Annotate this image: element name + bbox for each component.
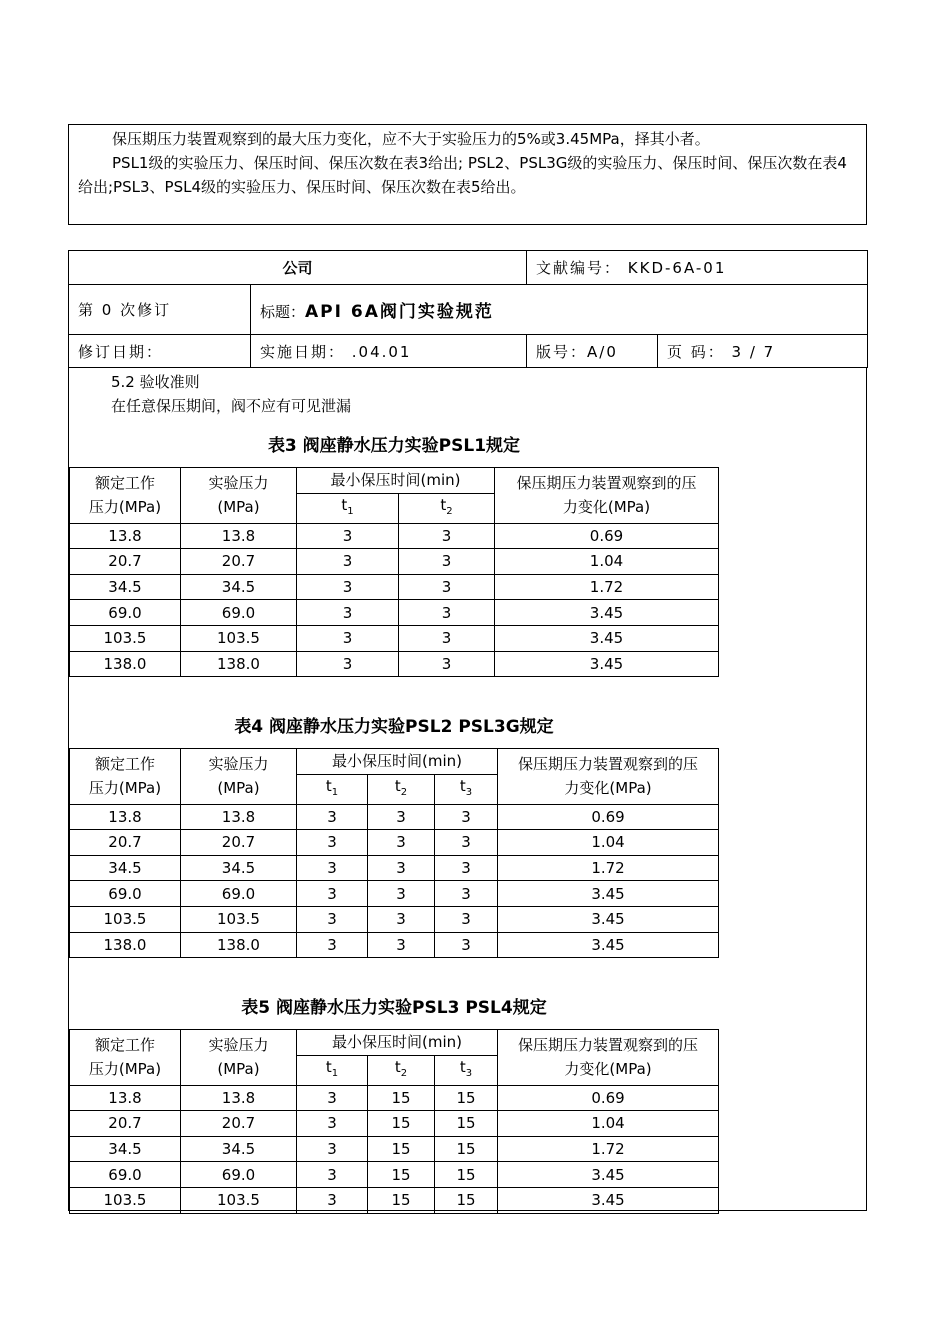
- table-cell: 15: [368, 1187, 435, 1213]
- table-cell: 3.45: [498, 906, 719, 932]
- document-number: 文献编号： KKD-6A-01: [527, 251, 868, 285]
- table-cell: 103.5: [181, 1187, 297, 1213]
- col-t2: $t_2$: [399, 493, 495, 523]
- table-cell: 3: [399, 625, 495, 651]
- table-row: [70, 804, 719, 830]
- table-cell: 15: [435, 1136, 498, 1162]
- table-row: [70, 881, 719, 907]
- table-cell: 0.69: [498, 804, 719, 830]
- table-cell: 3: [435, 804, 498, 830]
- table-row: [70, 625, 719, 651]
- section-text: 在任意保压期间，阀不应有可见泄漏: [111, 397, 352, 415]
- document-header: [68, 250, 868, 368]
- table-row: [70, 906, 719, 932]
- table-cell: 1.04: [498, 1111, 719, 1137]
- table-cell: 15: [435, 1085, 498, 1111]
- table-cell: 3: [435, 906, 498, 932]
- revision-date: 修订日期：: [69, 335, 251, 368]
- table-cell: 13.8: [70, 804, 181, 830]
- table-cell: 20.7: [70, 549, 181, 575]
- table-row: [70, 523, 719, 549]
- table-cell: 3: [399, 600, 495, 626]
- revision-number: 第 0 次修订: [69, 285, 251, 335]
- table-row: [70, 1085, 719, 1111]
- table-cell: 3.45: [498, 881, 719, 907]
- table-cell: 138.0: [70, 651, 181, 677]
- col-rated-pressure: 额定工作 压力(MPa): [70, 1030, 181, 1086]
- table-cell: 3: [297, 625, 399, 651]
- table-cell: 138.0: [70, 932, 181, 958]
- title-label: 标题：: [260, 303, 306, 321]
- table-cell: 34.5: [70, 574, 181, 600]
- table-cell: 3: [297, 1187, 368, 1213]
- version-number: 版号：A/0: [527, 335, 658, 368]
- table-cell: 69.0: [70, 881, 181, 907]
- table-cell: 69.0: [181, 600, 297, 626]
- table-cell: 3: [435, 932, 498, 958]
- table-cell: 3: [368, 906, 435, 932]
- table-cell: 15: [368, 1085, 435, 1111]
- table-cell: 3: [368, 932, 435, 958]
- table-3-caption: 表3 阀座静水压力实验PSL1规定: [267, 436, 521, 456]
- col-t2: $t_2$: [368, 774, 435, 804]
- table-cell: 1.04: [498, 830, 719, 856]
- table-cell: 13.8: [70, 523, 181, 549]
- table-cell: 138.0: [181, 932, 297, 958]
- table-row: [70, 600, 719, 626]
- col-rated-pressure: 额定工作 压力(MPa): [70, 468, 181, 524]
- table-cell: 13.8: [181, 523, 297, 549]
- table-cell: 3: [435, 881, 498, 907]
- table-row: [70, 830, 719, 856]
- title-text: API 6A阀门实验规范: [305, 302, 494, 322]
- table-cell: 1.72: [498, 855, 719, 881]
- col-rated-pressure: 额定工作 压力(MPa): [70, 749, 181, 805]
- table-cell: 3: [399, 523, 495, 549]
- table-cell: 15: [435, 1111, 498, 1137]
- table-cell: 3: [368, 855, 435, 881]
- table-cell: 20.7: [181, 830, 297, 856]
- table-row: [70, 574, 719, 600]
- table-3: [69, 467, 719, 677]
- table-cell: 1.72: [495, 574, 719, 600]
- table-cell: 3: [297, 804, 368, 830]
- table-cell: 34.5: [181, 855, 297, 881]
- table-row: [70, 651, 719, 677]
- table-cell: 103.5: [70, 1187, 181, 1213]
- table-cell: 1.72: [498, 1136, 719, 1162]
- table-cell: 3.45: [498, 932, 719, 958]
- col-pressure-change: 保压期压力装置观察到的压 力变化(MPa): [498, 749, 719, 805]
- company-name: 公司: [69, 251, 527, 285]
- table-row: [70, 1136, 719, 1162]
- table-cell: 15: [368, 1136, 435, 1162]
- table-cell: 34.5: [70, 855, 181, 881]
- col-test-pressure: 实验压力 (MPa): [181, 749, 297, 805]
- table-4: [69, 748, 719, 958]
- table-cell: 3.45: [495, 600, 719, 626]
- table-5: [69, 1029, 719, 1214]
- table-cell: 3: [368, 881, 435, 907]
- table-cell: 3: [368, 804, 435, 830]
- table-cell: 103.5: [181, 625, 297, 651]
- table-cell: 0.69: [495, 523, 719, 549]
- col-min-hold-time: 最小保压时间(min): [297, 749, 498, 775]
- table-cell: 34.5: [70, 1136, 181, 1162]
- table-cell: 3: [297, 1085, 368, 1111]
- table-cell: 3: [297, 1162, 368, 1188]
- col-t3: $t_3$: [435, 774, 498, 804]
- table-cell: 20.7: [70, 830, 181, 856]
- table-row: [70, 1187, 719, 1213]
- table-cell: 20.7: [70, 1111, 181, 1137]
- col-min-hold-time: 最小保压时间(min): [297, 468, 495, 494]
- table-cell: 3.45: [498, 1162, 719, 1188]
- table-cell: 13.8: [181, 1085, 297, 1111]
- table-cell: 34.5: [181, 1136, 297, 1162]
- table-4-caption: 表4 阀座静水压力实验PSL2 PSL3G规定: [234, 717, 554, 737]
- table-cell: 103.5: [70, 906, 181, 932]
- table-row: [70, 855, 719, 881]
- table-cell: 3: [297, 906, 368, 932]
- table-cell: 3.45: [495, 625, 719, 651]
- table-cell: 20.7: [181, 549, 297, 575]
- table-row: [70, 1162, 719, 1188]
- table-cell: 3: [399, 549, 495, 575]
- table-cell: 69.0: [70, 1162, 181, 1188]
- section-heading: 5.2 验收准则: [111, 373, 200, 391]
- table-cell: 15: [435, 1162, 498, 1188]
- table-cell: 3: [399, 574, 495, 600]
- table-cell: 138.0: [181, 651, 297, 677]
- table-row: [70, 932, 719, 958]
- table-cell: 15: [435, 1187, 498, 1213]
- col-t1: $t_1$: [297, 493, 399, 523]
- page-number: 页 码： 3 / 7: [658, 335, 868, 368]
- table-cell: 20.7: [181, 1111, 297, 1137]
- document-body: [68, 368, 867, 1211]
- table-cell: 69.0: [181, 1162, 297, 1188]
- table-cell: 3: [435, 830, 498, 856]
- table-cell: 3: [435, 855, 498, 881]
- col-t1: $t_1$: [297, 774, 368, 804]
- table-cell: 3: [368, 830, 435, 856]
- col-pressure-change: 保压期压力装置观察到的压 力变化(MPa): [498, 1030, 719, 1086]
- col-t2: $t_2$: [368, 1055, 435, 1085]
- table-cell: 3: [399, 651, 495, 677]
- col-t1: $t_1$: [297, 1055, 368, 1085]
- table-cell: 3: [297, 932, 368, 958]
- table-cell: 69.0: [70, 600, 181, 626]
- col-test-pressure: 实验压力 (MPa): [181, 1030, 297, 1086]
- table-cell: 3: [297, 830, 368, 856]
- table-cell: 34.5: [181, 574, 297, 600]
- table-cell: 15: [368, 1111, 435, 1137]
- col-pressure-change: 保压期压力装置观察到的压 力变化(MPa): [495, 468, 719, 524]
- table-cell: 3: [297, 574, 399, 600]
- paragraph-psl-tables: PSL1级的实验压力、保压时间、保压次数在表3给出; PSL2、PSL3G级的实验压力、保压时间、保压次数在表4给出;PSL3、PSL4级的实验压力、保压时间、保压次数在表5给出。: [78, 154, 847, 196]
- table-cell: 69.0: [181, 881, 297, 907]
- table-cell: 13.8: [181, 804, 297, 830]
- continuation-text-box: [68, 124, 867, 225]
- table-cell: 3.45: [498, 1187, 719, 1213]
- col-test-pressure: 实验压力 (MPa): [181, 468, 297, 524]
- table-cell: 15: [368, 1162, 435, 1188]
- table-cell: 0.69: [498, 1085, 719, 1111]
- table-5-caption: 表5 阀座静水压力实验PSL3 PSL4规定: [241, 998, 547, 1018]
- col-t3: $t_3$: [435, 1055, 498, 1085]
- table-cell: 3: [297, 855, 368, 881]
- table-cell: 1.04: [495, 549, 719, 575]
- table-cell: 3: [297, 549, 399, 575]
- col-min-hold-time: 最小保压时间(min): [297, 1030, 498, 1056]
- table-row: [70, 549, 719, 575]
- table-cell: 3: [297, 881, 368, 907]
- table-cell: 3: [297, 600, 399, 626]
- paragraph-max-pressure-change: 保压期压力装置观察到的最大压力变化，应不大于实验压力的5%或3.45MPa，择其小者。: [112, 130, 710, 148]
- table-cell: 3.45: [495, 651, 719, 677]
- table-cell: 3: [297, 1136, 368, 1162]
- table-cell: 103.5: [70, 625, 181, 651]
- table-cell: 3: [297, 651, 399, 677]
- table-cell: 13.8: [70, 1085, 181, 1111]
- implementation-date: 实施日期： .04.01: [251, 335, 527, 368]
- document-title: [251, 285, 868, 335]
- table-cell: 103.5: [181, 906, 297, 932]
- table-cell: 3: [297, 1111, 368, 1137]
- table-row: [70, 1111, 719, 1137]
- table-cell: 3: [297, 523, 399, 549]
